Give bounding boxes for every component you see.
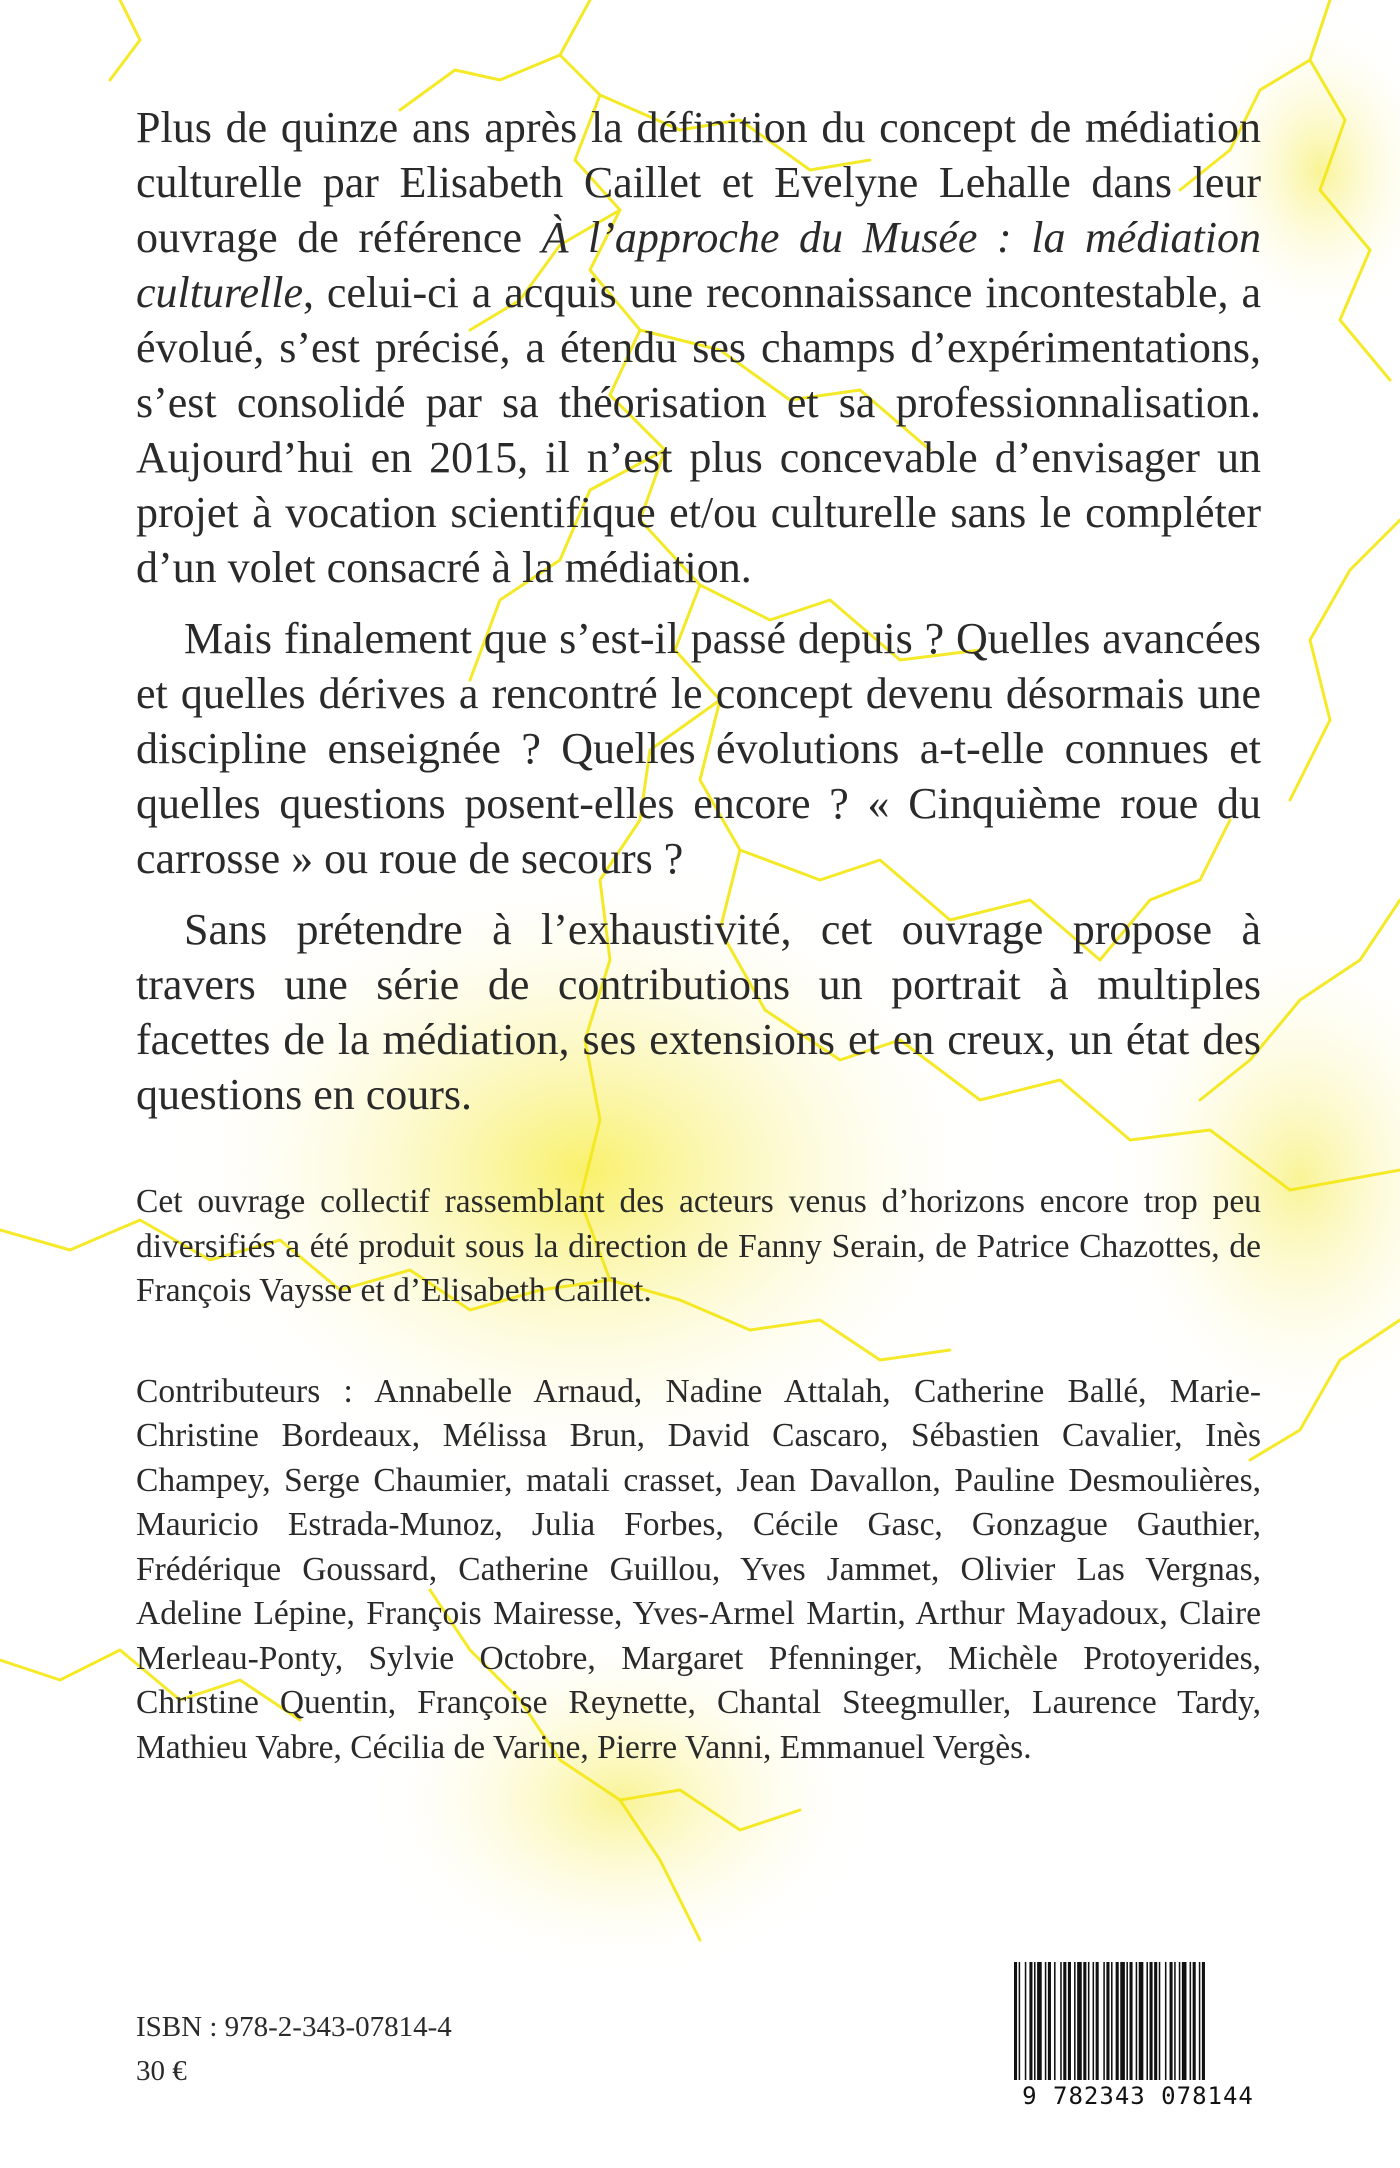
barcode-bar bbox=[1182, 1962, 1187, 2080]
questions-paragraph: Mais finalement que s’est-il passé depuis ? Quelles avancées et quelles dérives a rencontré le concept devenu désormais une discipline enseignée ? Quelles évolutions a-t-elle connues et quelles questions posent-elles encore ? « Cinquième roue du carrosse » ou roue de secours ? bbox=[136, 614, 1261, 883]
barcode-bar bbox=[1139, 1962, 1144, 2080]
barcode-bar bbox=[1202, 1962, 1205, 2080]
barcode-bar bbox=[1116, 1962, 1119, 2080]
summary-paragraph: Sans prétendre à l’exhaustivité, cet ouvrage propose à travers une série de contributions un portrait à multiples facettes de la médiation, ses extensions et en creux, un état des questions en cours. bbox=[136, 905, 1261, 1119]
contributors-list: Contributeurs : Annabelle Arnaud, Nadine Attalah, Catherine Ballé, Marie-Christine Bordeaux, Mélissa Brun, David Cascaro, Sébastien Cavalier, Inès Champey, Serge Chaumier, matali crasset, Jean Davallon, Pauline Desmoulières, Mauricio Estrada-Munoz, Julia Forbes, Cécile Gasc, Gonzague Gauthier, Frédérique Goussard, Catherine Guillou, Yves Jammet, Olivier Las Vergnas, Adeline Lépine, François Mairesse, Yves-Armel Martin, Arthur Mayadoux, Claire Merleau-Ponty, Sylvie Octobre, Margaret Pfenninger, Michèle Protoyerides, Christine Quentin, Françoise Reynette, Chantal Steegmuller, Laurence Tardy, Mathieu Vabre, Cécilia de Varine, Pierre Vanni, Emmanuel Vergès. bbox=[136, 1372, 1261, 1766]
barcode-bar bbox=[1126, 1962, 1128, 2080]
barcode-bar bbox=[1106, 1962, 1109, 2080]
intro-text-continued: , celui-ci a acquis une reconnaissance incontestable, a évolué, s’est précisé, a étendu ses champs d’expérimentations, s’est consolidé par sa théorisation et sa professionnalisation. Aujourd’hui en 2015, il n’est plus concevable d’envisager un projet à vocation scientifique et/ou culturelle sans le compléter d’un volet consacré à la médiation. bbox=[136, 268, 1261, 592]
intro-paragraph bbox=[136, 100, 1261, 595]
barcode-bar bbox=[1174, 1962, 1176, 2080]
barcode-bar bbox=[1103, 1962, 1105, 2080]
barcode-bar bbox=[1077, 1962, 1082, 2080]
book-title-reference: À l’approche du Musée : la médiation culturelle bbox=[136, 213, 1261, 317]
barcode-bar bbox=[1048, 1962, 1051, 2080]
price-label: 30 € bbox=[136, 2055, 187, 2087]
barcode-bar bbox=[1136, 1962, 1138, 2080]
barcode-bar bbox=[1130, 1962, 1133, 2080]
barcode-bar bbox=[1150, 1962, 1153, 2080]
barcode-bar bbox=[1063, 1962, 1066, 2080]
barcode-bar bbox=[1019, 1962, 1021, 2080]
barcode-bar bbox=[1068, 1962, 1071, 2080]
barcode-bar bbox=[1054, 1962, 1056, 2080]
collective-note: Cet ouvrage collectif rassemblant des acteurs venus d’horizons encore trop peu diversifiés a été produit sous la direction de Fanny Serain, de Patrice Chazottes, de François Vaysse et d’Elisabeth Caillet. bbox=[136, 1183, 1261, 1309]
barcode-bar bbox=[1093, 1962, 1095, 2080]
barcode-bar bbox=[1146, 1962, 1148, 2080]
barcode-bar bbox=[1074, 1962, 1076, 2080]
barcode-bar bbox=[1088, 1962, 1090, 2080]
barcode-bar bbox=[1060, 1962, 1062, 2080]
barcode-bar bbox=[1034, 1962, 1036, 2080]
barcode-bar bbox=[1170, 1962, 1173, 2080]
isbn-barcode bbox=[1004, 1958, 1272, 2122]
barcode-bars bbox=[1012, 1962, 1264, 2080]
intro-text: Plus de quinze ans après la définition du concept de médiation culturelle par Elisabeth Caillet et Evelyne Lehalle dans leur ouvrage de référence bbox=[136, 103, 1261, 262]
barcode-bar bbox=[1014, 1962, 1017, 2080]
barcode-bar bbox=[1179, 1962, 1181, 2080]
barcode-bar bbox=[1165, 1962, 1167, 2080]
barcode-bar bbox=[1083, 1962, 1086, 2080]
barcode-bar bbox=[1111, 1962, 1113, 2080]
barcode-number: 9 782343 078144 bbox=[1022, 2082, 1254, 2110]
publication-info bbox=[136, 2005, 452, 2093]
isbn-label: ISBN : 978-2-343-07814-4 bbox=[136, 2011, 452, 2043]
barcode-bar bbox=[1025, 1962, 1027, 2080]
barcode-bar bbox=[1120, 1962, 1125, 2080]
barcode-bar bbox=[1037, 1962, 1042, 2080]
barcode-bar bbox=[1190, 1962, 1192, 2080]
barcode-bar bbox=[1159, 1962, 1161, 2080]
barcode-bar bbox=[1193, 1962, 1196, 2080]
barcode-bar bbox=[1199, 1962, 1201, 2080]
barcode-bar bbox=[1096, 1962, 1099, 2080]
barcode-bar bbox=[1029, 1962, 1032, 2080]
back-cover-text bbox=[136, 100, 1261, 1770]
barcode-bar bbox=[1045, 1962, 1047, 2080]
barcode-bar bbox=[1154, 1962, 1157, 2080]
